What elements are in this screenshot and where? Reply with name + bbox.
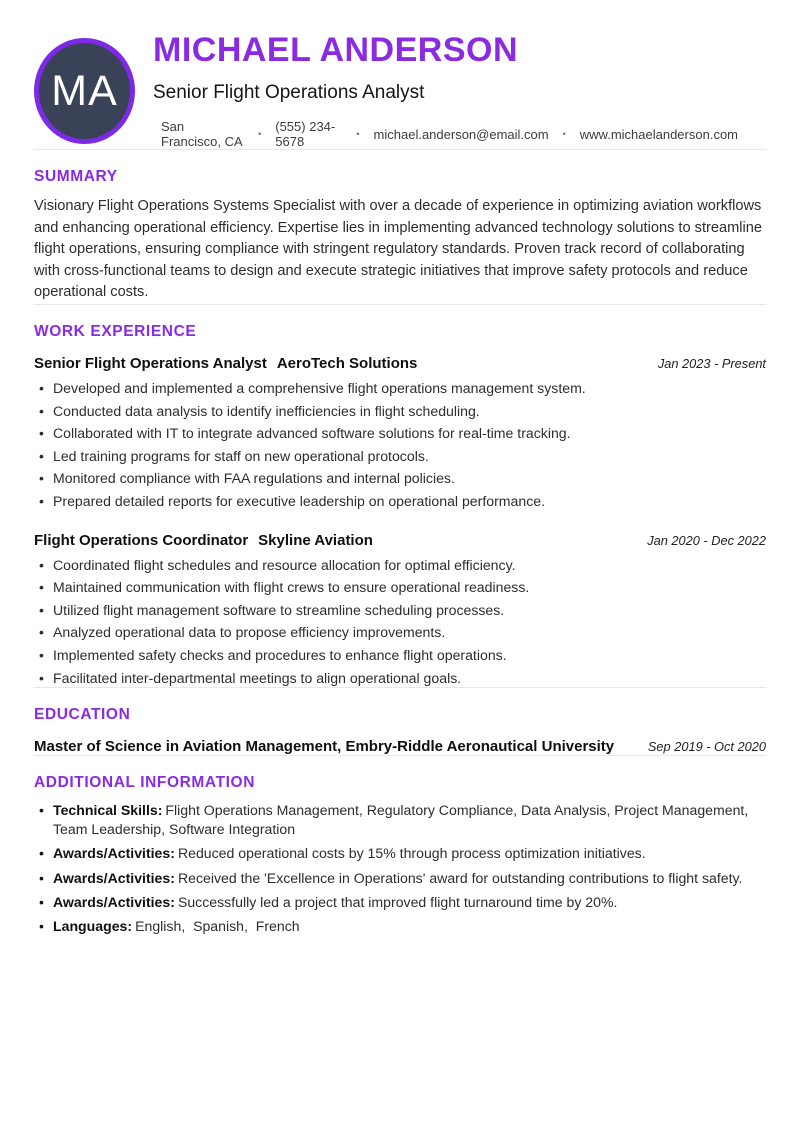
- contact-item: [580, 127, 766, 142]
- contact-item: [374, 127, 580, 142]
- avatar: [34, 38, 135, 144]
- job-bullet-item: • Collaborated with IT to integrate advanced software solutions for real-time tracking.: [34, 424, 766, 443]
- job-entry: [34, 532, 766, 688]
- education-degree: Master of Science in Aviation Management, Embry-Riddle Aeronautical University: [34, 738, 615, 756]
- education-row: [34, 738, 766, 755]
- job-title-company: [34, 355, 417, 372]
- job-bullet-item: • Maintained communication with flight crews to ensure operational readiness.: [34, 578, 766, 597]
- job-bullet-item: • Developed and implemented a comprehensive flight operations management system.: [34, 379, 766, 398]
- avatar-initials: MA: [51, 66, 118, 115]
- info-item-text: Flight Operations Management, Regulatory Compliance, Data Analysis, Project Management, Team Leadership, Software Integration: [53, 802, 752, 838]
- info-item-text: Successfully led a project that improved flight turnaround time by 20%.: [177, 893, 618, 910]
- contact-item-text: (555) 234-5678: [275, 119, 336, 149]
- header-divider: [34, 149, 766, 150]
- summary-text: Visionary Flight Operations Systems Specialist with over a decade of experience in optimizing aviation workflows and enhancing operational efficiency. Expertise lies in implementing advanced technology solutions to streamline flight operations, ensuring compliance with stringent regulatory standards. Proven track record of collaborating with cross-functional teams to design and execute strategic initiatives that improve safety protocols and reduce operational costs.: [34, 198, 762, 301]
- education-section: [34, 706, 766, 755]
- additional-information-section: [34, 774, 766, 936]
- contact-item: [275, 119, 373, 149]
- job-header-row: [34, 355, 766, 372]
- person-name: MICHAEL ANDERSON: [153, 31, 519, 69]
- contact-row: [153, 119, 766, 149]
- additional-info-item: [34, 844, 766, 863]
- job-title: Senior Flight Operations Analyst: [34, 354, 267, 372]
- summary-heading: SUMMARY: [34, 168, 118, 185]
- job-bullet-item: • Facilitated inter-departmental meetings to align operational goals.: [34, 669, 766, 688]
- job-company: Skyline Aviation: [258, 531, 373, 549]
- info-item-label: Technical Skills:: [53, 802, 163, 819]
- info-item-text: English, Spanish, French: [135, 917, 300, 934]
- job-bullet-item: • Led training programs for staff on new operational protocols.: [34, 447, 766, 466]
- job-list: [34, 355, 766, 687]
- info-item-label: Languages:: [53, 917, 133, 934]
- job-company: AeroTech Solutions: [276, 354, 418, 372]
- additional-info-list: [34, 801, 766, 936]
- job-bullet-item: • Coordinated flight schedules and resource allocation for optimal efficiency.: [34, 556, 766, 575]
- job-bullet-list: [34, 556, 766, 688]
- job-dates: Jan 2023 - Present: [657, 355, 766, 371]
- info-item-text: Reduced operational costs by 15% through process optimization initiatives.: [177, 845, 646, 862]
- additional-information-heading: ADDITIONAL INFORMATION: [34, 774, 255, 792]
- contact-separator-dot: •: [356, 129, 360, 139]
- job-bullet-item: • Prepared detailed reports for executive leadership on operational performance.: [34, 492, 766, 511]
- education-dates: Sep 2019 - Oct 2020: [647, 739, 766, 755]
- contact-item-text: San Francisco, CA: [161, 119, 243, 149]
- job-header-row: [34, 532, 766, 549]
- job-bullet-item: • Monitored compliance with FAA regulations and internal policies.: [34, 469, 766, 488]
- contact-separator-dot: •: [258, 129, 262, 139]
- job-bullet-item: • Analyzed operational data to propose efficiency improvements.: [34, 623, 766, 642]
- work-experience-section: [34, 323, 766, 687]
- resume-header: [34, 33, 766, 149]
- info-item-label: Awards/Activities:: [53, 893, 175, 910]
- section-divider: [34, 755, 766, 756]
- job-title: Flight Operations Coordinator: [34, 531, 249, 549]
- person-title: Senior Flight Operations Analyst: [153, 82, 425, 103]
- contact-separator-dot: •: [562, 129, 566, 139]
- job-entry: [34, 355, 766, 511]
- summary-section: [34, 168, 766, 304]
- contact-item-text: www.michaelanderson.com: [579, 126, 738, 142]
- section-divider: [34, 687, 766, 688]
- job-bullet-item: • Utilized flight management software to streamline scheduling processes.: [34, 601, 766, 620]
- job-bullet-item: • Conducted data analysis to identify inefficiencies in flight scheduling.: [34, 402, 766, 421]
- additional-info-item: [34, 917, 766, 936]
- contact-item: [161, 119, 275, 149]
- job-bullet-list: [34, 379, 766, 511]
- info-item-text: Received the 'Excellence in Operations' award for outstanding contributions to flight safety.: [177, 869, 743, 886]
- info-item-label: Awards/Activities:: [53, 869, 175, 886]
- job-bullet-item: • Implemented safety checks and procedures to enhance flight operations.: [34, 646, 766, 665]
- work-experience-heading: WORK EXPERIENCE: [34, 322, 197, 340]
- additional-info-item: [34, 869, 766, 888]
- contact-item-text: michael.anderson@email.com: [373, 126, 549, 142]
- section-divider: [34, 304, 766, 305]
- job-dates: Jan 2020 - Dec 2022: [647, 532, 766, 548]
- job-title-company: [34, 532, 373, 549]
- header-text: [153, 33, 766, 149]
- info-item-label: Awards/Activities:: [53, 845, 175, 862]
- education-heading: EDUCATION: [34, 706, 131, 724]
- additional-info-item: [34, 801, 766, 839]
- additional-info-item: [34, 893, 766, 912]
